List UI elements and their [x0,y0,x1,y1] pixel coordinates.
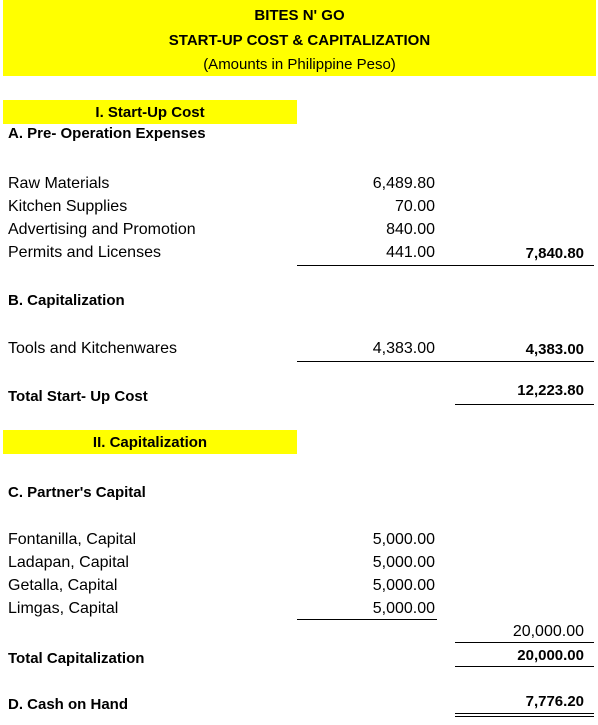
section-capitalization [3,430,297,454]
line-item-amount: 5,000.00 [372,600,435,617]
line-item-label: Limgas, Capital [8,600,119,617]
line-item-amount: 4,383.00 [372,340,435,357]
section-title: II. Capitalization [92,434,208,451]
underline [455,642,594,643]
line-item-label: Getalla, Capital [8,577,118,594]
double-underline-bottom [455,716,594,717]
report-header [3,0,596,76]
line-item-label: Raw Materials [8,175,110,192]
company-name: BITES N' GO [254,7,345,24]
line-item-label: Permits and Licenses [8,244,161,261]
preop-heading: A. Pre- Operation Expenses [8,125,206,142]
line-item-label: Advertising and Promotion [8,221,196,238]
line-item-amount: 840.00 [386,221,435,238]
line-item-label: Kitchen Supplies [8,198,128,215]
line-item-amount: 5,000.00 [372,554,435,571]
line-item-amount: 5,000.00 [372,531,435,548]
cash-on-hand-label: D. Cash on Hand [8,696,129,713]
partners-heading: C. Partner's Capital [8,484,146,501]
partners-subtotal: 20,000.00 [512,623,584,640]
cash-on-hand-amount: 7,776.20 [525,693,584,710]
capitalization-heading: B. Capitalization [8,292,125,309]
preop-total: 7,840.80 [525,245,584,262]
line-item-amount: 5,000.00 [372,577,435,594]
underline [297,619,437,620]
total-capitalization-amount: 20,000.00 [517,647,584,664]
total-capitalization-label: Total Capitalization [8,650,145,667]
double-underline-top [455,713,594,714]
total-start-up-amount: 12,223.80 [517,382,584,399]
report-title: START-UP COST & CAPITALIZATION [168,32,431,49]
line-item-label: Tools and Kitchenwares [8,340,177,357]
underline [297,265,594,266]
line-item-label: Fontanilla, Capital [8,531,137,548]
underline [455,404,594,405]
line-item-label: Ladapan, Capital [8,554,129,571]
line-item-amount: 6,489.80 [372,175,435,192]
section-start-up-cost [3,100,297,124]
underline [297,361,594,362]
line-item-amount: 441.00 [386,244,435,261]
line-item-amount: 70.00 [394,198,435,215]
report-subtitle: (Amounts in Philippine Peso) [203,56,396,73]
section-title: I. Start-Up Cost [95,104,205,121]
total-start-up-label: Total Start- Up Cost [8,388,148,405]
underline [455,666,594,667]
capitalization-total: 4,383.00 [525,341,584,358]
